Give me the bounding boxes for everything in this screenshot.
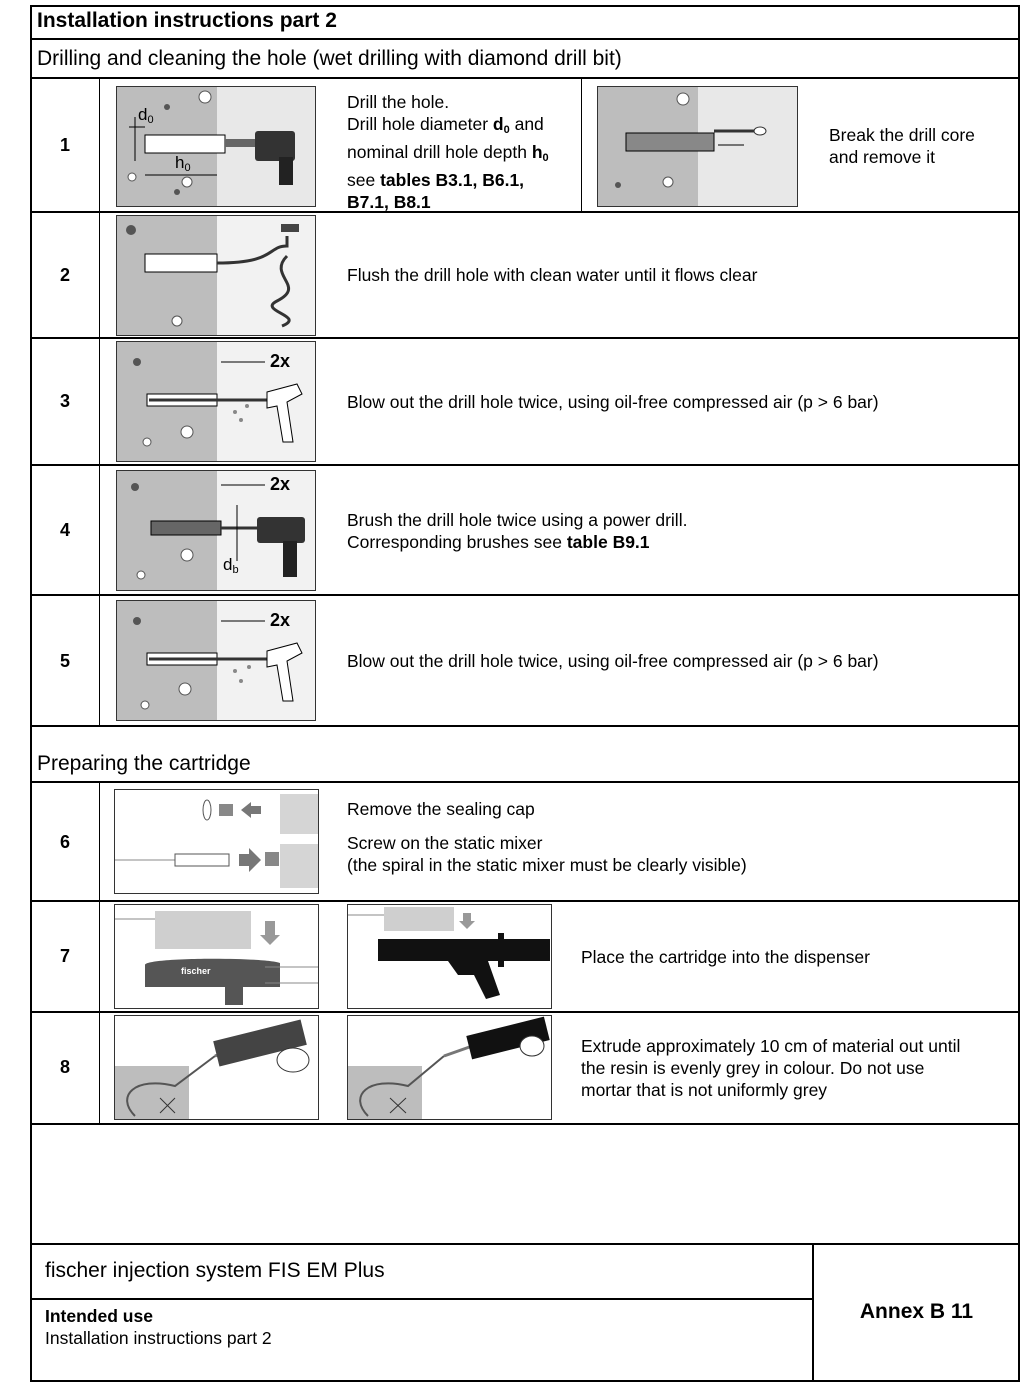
mixer-illustration bbox=[114, 789, 319, 894]
divider bbox=[30, 1011, 1020, 1013]
dispenser-illustration-alt bbox=[347, 904, 552, 1009]
step-1-text bbox=[347, 91, 549, 213]
extrusion-illustration-alt bbox=[347, 1015, 552, 1120]
step-1-extra-text bbox=[829, 124, 975, 168]
step-8-text bbox=[581, 1035, 960, 1101]
footer-divider bbox=[30, 1298, 813, 1300]
intended-use-heading: Intended use bbox=[45, 1306, 153, 1326]
repeat-count-label: 2x bbox=[270, 351, 291, 371]
step-1-line: Drill hole diameter $d_0$ and bbox=[347, 114, 544, 136]
footer-subtitle: Installation instructions part 2 bbox=[45, 1328, 272, 1348]
step-1-extra-line: and remove it bbox=[829, 147, 936, 167]
brushing-illustration bbox=[116, 470, 316, 591]
step-1-extra-line: Break the drill core bbox=[829, 125, 975, 145]
page-title: Installation instructions part 2 bbox=[37, 9, 337, 32]
step-number: 2 bbox=[59, 265, 70, 285]
column-divider bbox=[581, 78, 582, 211]
step-number: 1 bbox=[59, 135, 70, 155]
step-7-text: Place the cartridge into the dispenser bbox=[581, 947, 870, 967]
step-number: 3 bbox=[59, 391, 70, 411]
divider bbox=[30, 211, 1020, 213]
step-6-line: Screw on the static mixer bbox=[347, 833, 543, 853]
step-6-line: (the spiral in the static mixer must be clearly visible) bbox=[347, 855, 747, 875]
divider bbox=[30, 77, 1020, 79]
diameter-label-sub: 0 bbox=[147, 114, 154, 126]
step-3-text: Blow out the drill hole twice, using oil-free compressed air (p > 6 bar) bbox=[347, 392, 879, 412]
step-2-text: Flush the drill hole with clean water until it flows clear bbox=[347, 265, 758, 285]
divider bbox=[30, 38, 1020, 40]
product-name: fischer injection system FIS EM Plus bbox=[45, 1259, 385, 1282]
dispenser-illustration bbox=[114, 904, 319, 1009]
divider bbox=[30, 1123, 1020, 1125]
brand-label: fischer bbox=[181, 966, 211, 976]
divider bbox=[30, 900, 1020, 902]
step-4-line: Corresponding brushes see table B9.1 bbox=[347, 532, 650, 552]
repeat-count-label: 2x bbox=[270, 474, 291, 494]
step-number: 4 bbox=[59, 520, 70, 540]
repeat-count-label: 2x bbox=[270, 610, 291, 630]
section-heading-drilling: Drilling and cleaning the hole (wet drilling with diamond drill bit) bbox=[37, 47, 622, 70]
step-4-text bbox=[347, 509, 687, 553]
step-8-line: the resin is evenly grey in colour. Do not use bbox=[581, 1058, 925, 1078]
step-number: 5 bbox=[59, 651, 70, 671]
step-1-line: B7.1, B8.1 bbox=[347, 192, 431, 212]
step-1-line: Drill the hole. bbox=[347, 92, 450, 112]
step-number: 7 bbox=[59, 946, 70, 966]
step-8-line: mortar that is not uniformly grey bbox=[581, 1080, 828, 1100]
step-1-line: see tables B3.1, B6.1, bbox=[347, 170, 525, 190]
drilling-illustration bbox=[116, 86, 316, 207]
divider bbox=[30, 594, 1020, 596]
step-6-line-1: Remove the sealing cap bbox=[347, 799, 535, 819]
depth-label-sub: 0 bbox=[184, 162, 191, 174]
divider bbox=[30, 464, 1020, 466]
diameter-label: d bbox=[138, 105, 148, 124]
blow-out-illustration bbox=[116, 341, 316, 462]
step-number: 6 bbox=[59, 832, 70, 852]
step-5-text: Blow out the drill hole twice, using oil-free compressed air (p > 6 bar) bbox=[347, 651, 879, 671]
step-1-line: nominal drill hole depth $h_0$ bbox=[347, 142, 549, 164]
depth-label: h bbox=[175, 153, 185, 172]
step-6-text bbox=[347, 832, 747, 876]
divider bbox=[30, 725, 1020, 727]
brush-diameter-label: d bbox=[223, 555, 233, 574]
divider bbox=[30, 337, 1020, 339]
divider bbox=[30, 1243, 1020, 1245]
step-4-line: Brush the drill hole twice using a power drill. bbox=[347, 510, 688, 530]
drill-core-illustration bbox=[597, 86, 798, 207]
extrusion-illustration bbox=[114, 1015, 319, 1120]
step-8-line: Extrude approximately 10 cm of material out until bbox=[581, 1036, 961, 1056]
blow-out-illustration bbox=[116, 600, 316, 721]
annex-label: Annex B 11 bbox=[859, 1300, 974, 1323]
flushing-illustration bbox=[116, 215, 316, 336]
step-number: 8 bbox=[59, 1057, 70, 1077]
section-heading-cartridge: Preparing the cartridge bbox=[37, 752, 251, 775]
brush-diameter-label-sub: b bbox=[232, 564, 239, 576]
divider bbox=[30, 781, 1020, 783]
